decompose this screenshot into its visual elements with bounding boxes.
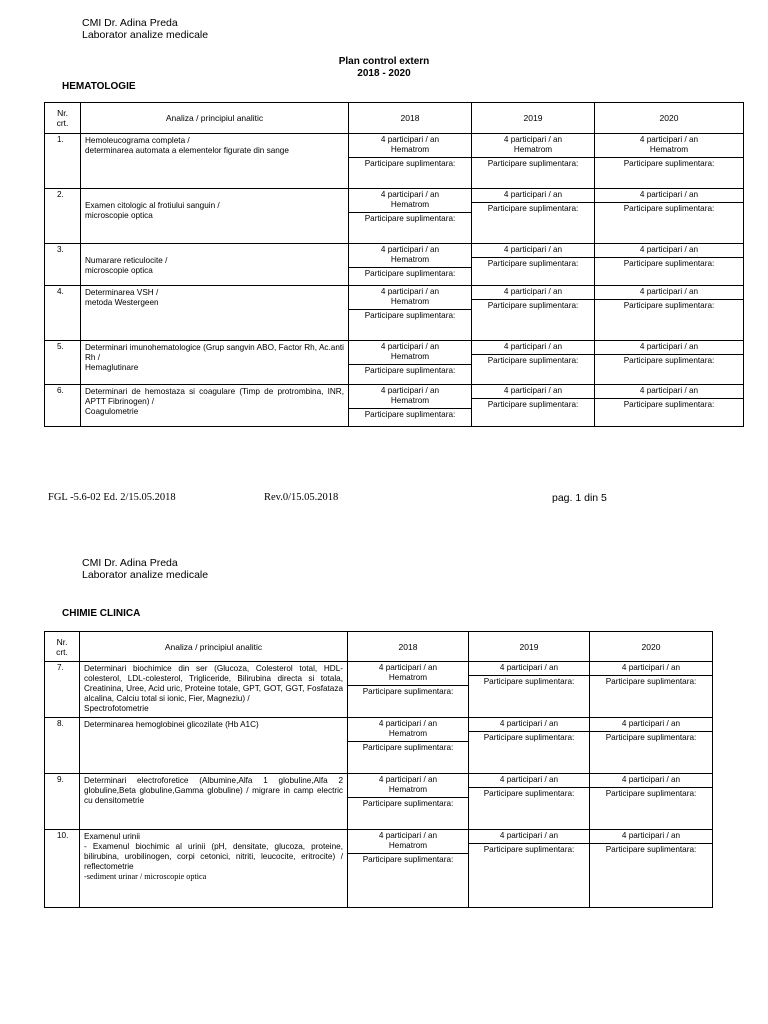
participation-plan: 4 participari / an (595, 244, 743, 258)
clinic-name-page2: CMI Dr. Adina Preda (82, 557, 178, 569)
participation-cell-2018 (349, 189, 472, 244)
supplementary-participation: Participare suplimentara: (605, 733, 697, 742)
participation-cell-2020 (595, 134, 744, 189)
table-row (45, 830, 713, 908)
participation-plan: 4 participari / an Hematrom (472, 134, 594, 158)
participation-plan: 4 participari / an Hematrom (349, 244, 471, 268)
participation-plan: 4 participari / an (472, 244, 594, 258)
participation-cell-2019 (469, 662, 590, 718)
analysis-line: metoda Westergeen (85, 298, 159, 307)
footer-page-number: pag. 1 din 5 (552, 492, 607, 504)
analysis-description (80, 718, 348, 774)
col-nr-header: Nr. crt. (45, 632, 80, 662)
participation-cell-2019 (469, 830, 590, 908)
table-row (45, 774, 713, 830)
analysis-line: Determinarea hemoglobinei glicozilate (Hb A1C) (84, 720, 259, 729)
section-hematologie-title: HEMATOLOGIE (62, 81, 136, 92)
supplementary-participation: Participare suplimentara: (605, 845, 697, 854)
analysis-line: - Examenul biochimic al urinii (pH, densitate, glucoza, proteine, bilirubina, urobilinogen, corpi cetonici, nitriti, leucocite, eritrocite) / reflectometrie (84, 842, 343, 871)
participation-cell-2018 (348, 662, 469, 718)
participation-plan: 4 participari / an Hematrom (349, 286, 471, 310)
document-title: Plan control extern (338, 56, 430, 67)
table-header-row (45, 632, 713, 662)
row-number: 4. (45, 286, 81, 341)
analysis-line: Hemaglutinare (85, 363, 139, 372)
table-row (45, 662, 713, 718)
analysis-line: Determinari biochimice din ser (Glucoza, Colesterol total, HDL-colesterol, LDL-colesterol, Trigliceride, Bilirubina directa si totala, Creatinina, Uree, Acid uric, Proteine totale, GPT, GOT, GGT, Fosfataza alcalina, Calciu total si ionic, Fier, Magneziu) / (84, 664, 343, 703)
participation-plan: 4 participari / an Hematrom (349, 134, 471, 158)
supplementary-participation: Participare suplimentara: (364, 214, 456, 223)
supplementary-participation: Participare suplimentara: (623, 159, 715, 168)
participation-plan: 4 participari / an (590, 662, 712, 676)
participation-cell-2019 (472, 286, 595, 341)
row-number: 8. (45, 718, 80, 774)
participation-cell-2020 (590, 718, 713, 774)
analysis-line: Determinari de hemostaza si coagulare (Timp de protrombina, INR, APTT Fibrinogen) / (85, 387, 344, 406)
col-nr-header: Nr. crt. (45, 103, 81, 134)
supplementary-participation: Participare suplimentara: (487, 204, 579, 213)
analysis-description (81, 189, 349, 244)
supplementary-participation: Participare suplimentara: (364, 159, 456, 168)
row-number: 9. (45, 774, 80, 830)
col-2019-header: 2019 (469, 632, 590, 662)
participation-plan: 4 participari / an (472, 341, 594, 355)
participation-plan: 4 participari / an Hematrom (348, 830, 468, 854)
supplementary-participation: Participare suplimentara: (364, 366, 456, 375)
section-chimie-clinica-title: CHIMIE CLINICA (62, 608, 141, 619)
supplementary-participation: Participare suplimentara: (487, 356, 579, 365)
row-number: 3. (45, 244, 81, 286)
supplementary-participation: Participare suplimentara: (364, 410, 456, 419)
supplementary-participation: Participare suplimentara: (483, 733, 575, 742)
supplementary-participation: Participare suplimentara: (362, 855, 454, 864)
participation-plan: 4 participari / an (590, 830, 712, 844)
chimie-clinica-table (44, 631, 713, 908)
supplementary-participation: Participare suplimentara: (623, 259, 715, 268)
participation-plan: 4 participari / an (590, 774, 712, 788)
lab-name: Laborator analize medicale (82, 29, 209, 41)
participation-plan: 4 participari / an (590, 718, 712, 732)
participation-cell-2019 (472, 385, 595, 427)
supplementary-participation: Participare suplimentara: (605, 677, 697, 686)
participation-plan: 4 participari / an (595, 286, 743, 300)
table-row (45, 286, 744, 341)
participation-cell-2018 (348, 774, 469, 830)
col-2020-header: 2020 (590, 632, 713, 662)
participation-cell-2020 (595, 189, 744, 244)
participation-cell-2019 (472, 189, 595, 244)
participation-cell-2018 (349, 134, 472, 189)
analysis-line: Spectrofotometrie (84, 704, 149, 713)
supplementary-participation: Participare suplimentara: (623, 301, 715, 310)
analysis-line: -sediment urinar / microscopie optica (84, 872, 207, 881)
analysis-line: microscopie optica (85, 266, 153, 275)
table-header-row (45, 103, 744, 134)
row-number: 5. (45, 341, 81, 385)
participation-cell-2020 (595, 341, 744, 385)
participation-cell-2019 (472, 134, 595, 189)
col-analiza-header: Analiza / principiul analitic (81, 103, 349, 134)
supplementary-participation: Participare suplimentara: (483, 845, 575, 854)
participation-plan: 4 participari / an (469, 718, 589, 732)
table-row (45, 244, 744, 286)
table-row (45, 385, 744, 427)
participation-cell-2020 (590, 830, 713, 908)
analysis-description (80, 774, 348, 830)
supplementary-participation: Participare suplimentara: (362, 799, 454, 808)
supplementary-participation: Participare suplimentara: (487, 301, 579, 310)
analysis-line (85, 246, 344, 256)
participation-plan: 4 participari / an (472, 189, 594, 203)
participation-plan: 4 participari / an (469, 774, 589, 788)
participation-plan: 4 participari / an Hematrom (349, 189, 471, 213)
participation-plan: 4 participari / an Hematrom (348, 718, 468, 742)
participation-plan: 4 participari / an (595, 341, 743, 355)
participation-cell-2019 (469, 774, 590, 830)
participation-cell-2018 (349, 286, 472, 341)
analysis-line: Determinari electroforetice (Albumine,Alfa 1 globuline,Alfa 2 globuline,Beta globuline,Gamma globuline) / migrare in camp electric cu densitometrie (84, 776, 343, 805)
participation-cell-2018 (348, 718, 469, 774)
document-period: 2018 - 2020 (357, 68, 411, 79)
supplementary-participation: Participare suplimentara: (623, 204, 715, 213)
analysis-description (81, 341, 349, 385)
analysis-line: Hemoleucograma completa / (85, 136, 190, 145)
participation-cell-2018 (349, 385, 472, 427)
col-analiza-header: Analiza / principiul analitic (80, 632, 348, 662)
table-row (45, 341, 744, 385)
participation-cell-2018 (348, 830, 469, 908)
supplementary-participation: Participare suplimentara: (487, 400, 579, 409)
participation-cell-2018 (349, 341, 472, 385)
participation-cell-2020 (590, 774, 713, 830)
analysis-line (85, 191, 344, 201)
row-number: 1. (45, 134, 81, 189)
analysis-line: Numarare reticulocite / (85, 256, 168, 265)
participation-plan: 4 participari / an (595, 385, 743, 399)
supplementary-participation: Participare suplimentara: (605, 789, 697, 798)
supplementary-participation: Participare suplimentara: (623, 356, 715, 365)
supplementary-participation: Participare suplimentara: (362, 687, 454, 696)
participation-plan: 4 participari / an (469, 662, 589, 676)
analysis-description (80, 830, 348, 908)
participation-plan: 4 participari / an (595, 189, 743, 203)
lab-name-page2: Laborator analize medicale (82, 569, 209, 581)
analysis-description (81, 244, 349, 286)
participation-cell-2020 (595, 385, 744, 427)
row-number: 2. (45, 189, 81, 244)
table-row (45, 189, 744, 244)
participation-cell-2019 (472, 341, 595, 385)
participation-cell-2020 (590, 662, 713, 718)
participation-plan: 4 participari / an (472, 286, 594, 300)
participation-plan: 4 participari / an (472, 385, 594, 399)
participation-plan: 4 participari / an Hematrom (595, 134, 743, 158)
footer-revision: Rev.0/15.05.2018 (264, 492, 339, 503)
analysis-description (81, 134, 349, 189)
analysis-line: Examenul urinii (84, 832, 140, 841)
participation-cell-2020 (595, 286, 744, 341)
row-number: 7. (45, 662, 80, 718)
participation-plan: 4 participari / an Hematrom (349, 385, 471, 409)
supplementary-participation: Participare suplimentara: (483, 789, 575, 798)
col-2018-header: 2018 (348, 632, 469, 662)
table-row (45, 718, 713, 774)
analysis-line: Determinari imunohematologice (Grup sangvin ABO, Factor Rh, Ac.anti Rh / (85, 343, 344, 362)
participation-plan: 4 participari / an Hematrom (349, 341, 471, 365)
analysis-description (80, 662, 348, 718)
supplementary-participation: Participare suplimentara: (483, 677, 575, 686)
clinic-name: CMI Dr. Adina Preda (82, 17, 178, 29)
participation-cell-2019 (469, 718, 590, 774)
analysis-line: Coagulometrie (85, 407, 139, 416)
participation-plan: 4 participari / an Hematrom (348, 774, 468, 798)
footer-form-code: FGL -5.6-02 Ed. 2/15.05.2018 (48, 492, 176, 503)
supplementary-participation: Participare suplimentara: (362, 743, 454, 752)
analysis-line: Examen citologic al frotiului sanguin / (85, 201, 220, 210)
hematologie-table (44, 102, 744, 427)
analysis-description (81, 286, 349, 341)
participation-plan: 4 participari / an (469, 830, 589, 844)
analysis-line: microscopie optica (85, 211, 153, 220)
col-2020-header: 2020 (595, 103, 744, 134)
supplementary-participation: Participare suplimentara: (487, 259, 579, 268)
participation-cell-2018 (349, 244, 472, 286)
analysis-line: Determinarea VSH / (85, 288, 159, 297)
col-2019-header: 2019 (472, 103, 595, 134)
supplementary-participation: Participare suplimentara: (623, 400, 715, 409)
supplementary-participation: Participare suplimentara: (487, 159, 579, 168)
analysis-line: determinarea automata a elementelor figurate din sange (85, 146, 289, 155)
row-number: 6. (45, 385, 81, 427)
participation-cell-2020 (595, 244, 744, 286)
participation-cell-2019 (472, 244, 595, 286)
analysis-description (81, 385, 349, 427)
table-row (45, 134, 744, 189)
participation-plan: 4 participari / an Hematrom (348, 662, 468, 686)
col-2018-header: 2018 (349, 103, 472, 134)
row-number: 10. (45, 830, 80, 908)
supplementary-participation: Participare suplimentara: (364, 269, 456, 278)
supplementary-participation: Participare suplimentara: (364, 311, 456, 320)
